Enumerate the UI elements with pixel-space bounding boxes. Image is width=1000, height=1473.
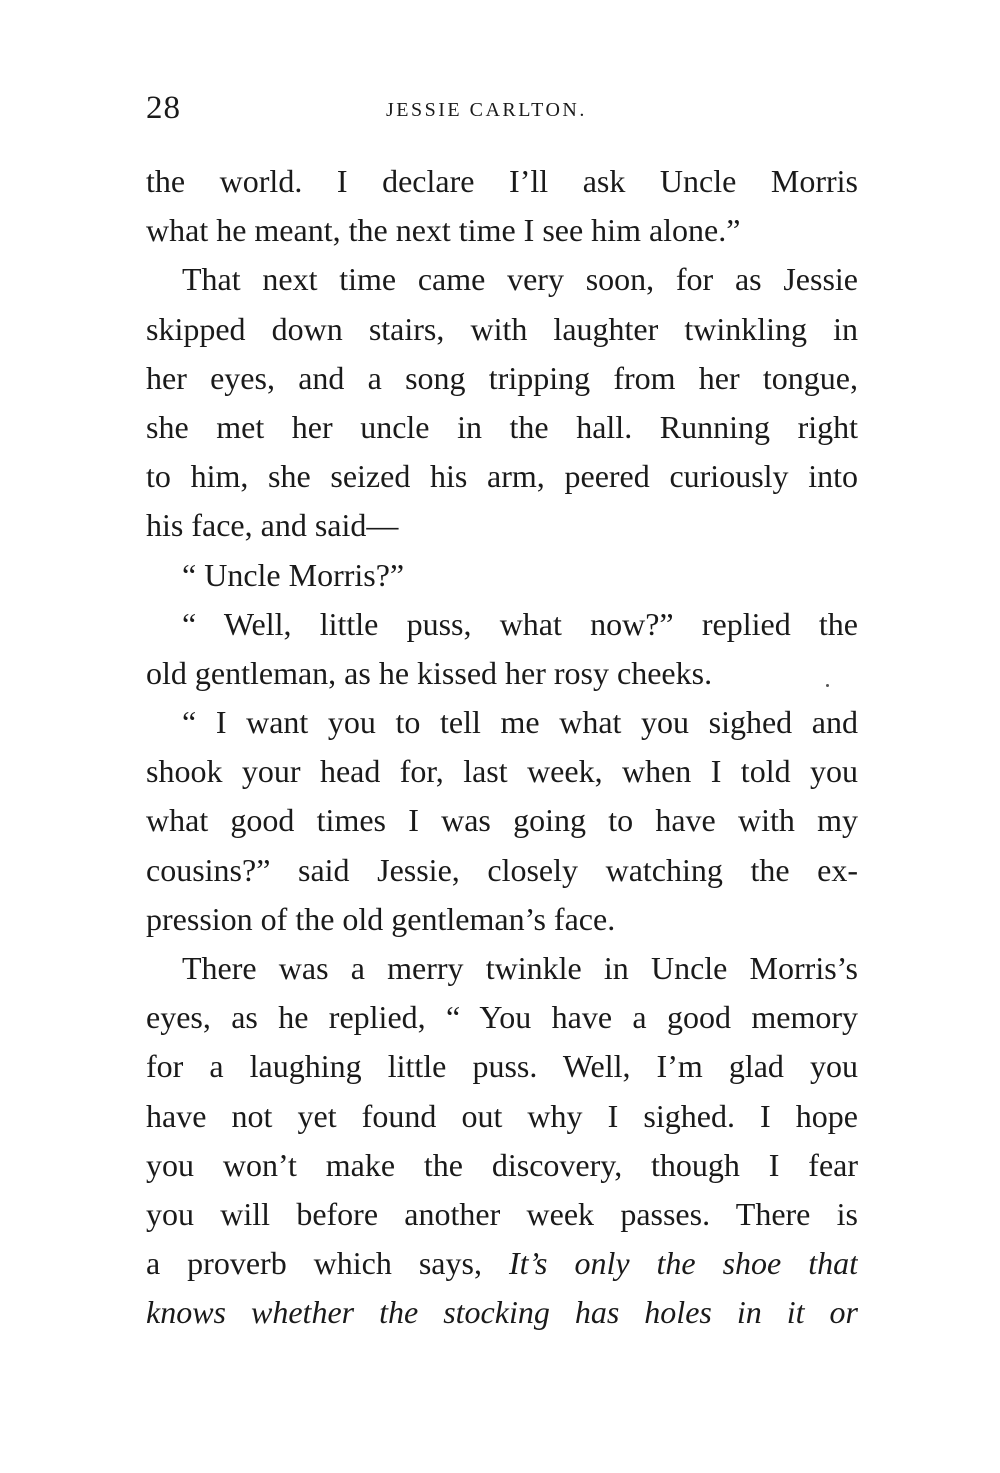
text-line: she met her uncle in the hall. Running right [146,408,858,445]
body-text [146,157,858,1338]
text-line: what good times I was going to have with my [146,802,858,839]
proverb-lead: a proverb which says, [146,1245,482,1282]
text-line: That next time came very soon, for as Jessie [182,261,858,298]
text-line: her eyes, and a song tripping from her tongue, [146,359,858,396]
page-number: 28 [146,90,181,126]
text-line: shook your head for, last week, when I told you [146,753,858,790]
text-line: the world. I declare I’ll ask Uncle Morris [146,163,858,199]
text-line: There was a merry twinkle in Uncle Morris’s [182,950,858,986]
text-line: what he meant, the next time I see him alone.” [146,212,741,249]
text-line: skipped down stairs, with laughter twinkling in [146,310,858,347]
text-line: eyes, as he replied, “ You have a good memory [146,999,858,1036]
running-title: JESSIE CARLTON. [386,99,587,121]
final-line-italic: knows whether the stocking has holes in it or [146,1294,858,1331]
text-line: old gentleman, as he kissed her rosy cheeks. [146,654,713,691]
text-line: have not yet found out why I sighed. I hope [146,1097,858,1134]
final-line [146,1288,858,1337]
proverb-italic: It’s only the shoe that [508,1245,858,1282]
ink-speck [826,684,829,687]
text-line: his face, and said— [146,507,399,544]
text-line: cousins?” said Jessie, closely watching the ex- [146,851,858,888]
text-line: pression of the old gentleman’s face. [146,900,616,937]
text-line: to him, she seized his arm, peered curiously into [146,458,858,495]
text-line: you will before another week passes. There is [146,1195,858,1232]
text-line: “ I want you to tell me what you sighed and [182,704,858,741]
text-line: for a laughing little puss. Well, I’m glad you [146,1048,858,1085]
text-line: you won’t make the discovery, though I fear [146,1146,858,1183]
text-line: “ Well, little puss, what now?” replied the [182,605,858,642]
text-line: “ Uncle Morris?” [182,556,405,593]
running-head [146,88,858,132]
proverb-line [146,1239,858,1288]
